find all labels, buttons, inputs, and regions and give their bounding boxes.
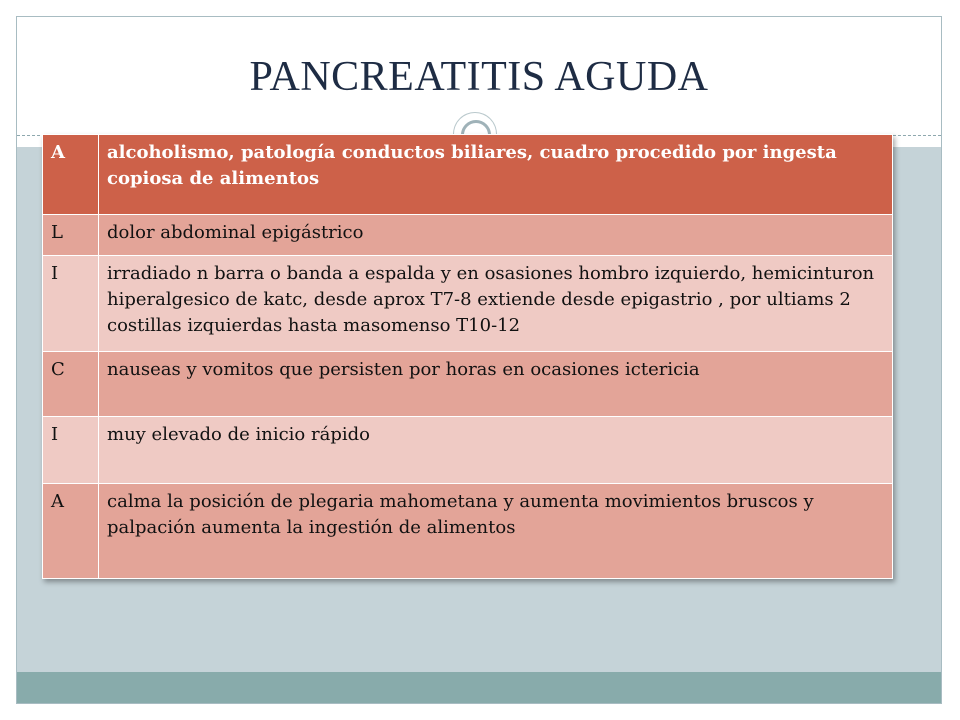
row-letter: A bbox=[43, 484, 99, 579]
row-letter: C bbox=[43, 352, 99, 417]
row-text: irradiado n barra o banda a espalda y en osasiones hombro izquierdo, hemicinturon hiperalgesico de katc, desde aprox T7-8 extiende desde epigastrio , por ultiams 2 costillas izquierdas hasta masomenso T10-12 bbox=[99, 256, 893, 352]
table-row bbox=[43, 215, 893, 256]
slide-title: PANCREATITIS AGUDA bbox=[249, 54, 709, 100]
row-text: muy elevado de inicio rápido bbox=[99, 417, 893, 484]
table-row bbox=[43, 484, 893, 579]
table-row bbox=[43, 417, 893, 484]
alicia-table bbox=[42, 134, 893, 579]
row-letter: I bbox=[43, 256, 99, 352]
row-letter: A bbox=[43, 135, 99, 215]
row-text: calma la posición de plegaria mahometana y aumenta movimientos bruscos y palpación aumenta la ingestión de alimentos bbox=[99, 484, 893, 579]
footer-band bbox=[17, 672, 941, 704]
row-text: dolor abdominal epigástrico bbox=[99, 215, 893, 256]
row-text: nauseas y vomitos que persisten por horas en ocasiones ictericia bbox=[99, 352, 893, 417]
row-letter: I bbox=[43, 417, 99, 484]
table-row bbox=[43, 135, 893, 215]
row-text: alcoholismo, patología conductos biliares, cuadro procedido por ingesta copiosa de alimentos bbox=[99, 135, 893, 215]
table-row bbox=[43, 352, 893, 417]
row-letter: L bbox=[43, 215, 99, 256]
table-row bbox=[43, 256, 893, 352]
